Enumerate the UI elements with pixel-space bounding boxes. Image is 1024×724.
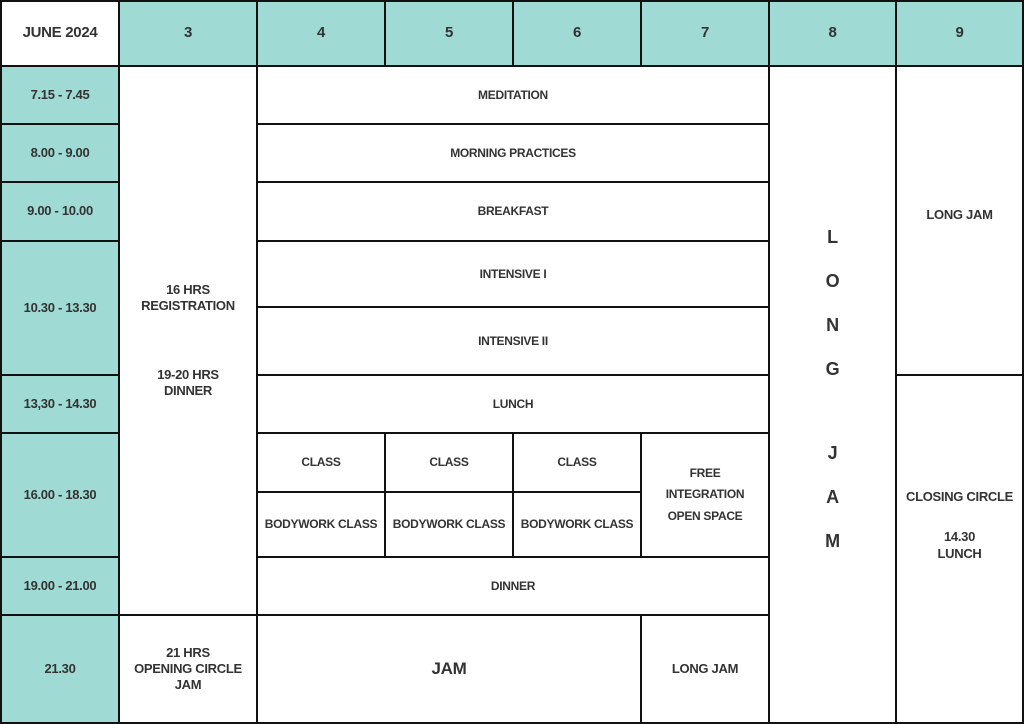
class-day6: CLASS xyxy=(512,432,642,493)
long-jam-day7: LONG JAM xyxy=(640,614,770,724)
long-jam-letter: O xyxy=(825,270,840,291)
class-day4: CLASS xyxy=(256,432,386,493)
day-header-6: 6 xyxy=(512,0,642,67)
long-jam-letter: J xyxy=(827,442,838,463)
time-slot-breakfast: 9.00 - 10.00 xyxy=(0,181,120,242)
dinner-time: 19-20 HRS xyxy=(157,366,219,382)
intensive-2-block: INTENSIVE II xyxy=(256,306,770,376)
bodywork-day5: BODYWORK CLASS xyxy=(384,491,514,558)
day9-long-jam: LONG JAM xyxy=(895,65,1024,376)
time-slot-lunch: 13,30 - 14.30 xyxy=(0,374,120,434)
jam-block: JAM xyxy=(256,614,642,724)
morning-practices-block: MORNING PRACTICES xyxy=(256,123,770,183)
day-header-5: 5 xyxy=(384,0,514,67)
day-header-8: 8 xyxy=(768,0,897,67)
class-day5: CLASS xyxy=(384,432,514,493)
long-jam-letter: G xyxy=(825,358,840,379)
day9-closing-circle xyxy=(895,374,1024,724)
day8-long-jam xyxy=(768,65,897,724)
opening-jam-label: JAM xyxy=(174,677,202,693)
time-slot-dinner: 19.00 - 21.00 xyxy=(0,556,120,616)
time-slot-intensive: 10.30 - 13.30 xyxy=(0,240,120,376)
long-jam-letter: A xyxy=(826,486,839,507)
long-jam-letter: L xyxy=(827,226,838,247)
day-header-7: 7 xyxy=(640,0,770,67)
registration-time: 16 HRS xyxy=(166,282,210,297)
free-integration-open-space: FREE INTEGRATION OPEN SPACE xyxy=(640,432,770,558)
dinner-label: DINNER xyxy=(163,382,213,398)
month-header: JUNE 2024 xyxy=(0,0,120,67)
time-slot-morning: 8.00 - 9.00 xyxy=(0,123,120,183)
time-slot-classes: 16.00 - 18.30 xyxy=(0,432,120,558)
time-slot-jam: 21.30 xyxy=(0,614,120,724)
opening-time: 21 HRS xyxy=(166,644,210,660)
closing-circle-label: CLOSING CIRCLE xyxy=(905,489,1014,504)
dinner-block: DINNER xyxy=(256,556,770,616)
bodywork-day4: BODYWORK CLASS xyxy=(256,491,386,558)
registration-label: REGISTRATION xyxy=(141,298,235,314)
day3-opening-circle xyxy=(118,614,258,724)
intensive-1-block: INTENSIVE I xyxy=(256,240,770,308)
day-header-9: 9 xyxy=(895,0,1024,67)
closing-lunch-label: LUNCH xyxy=(937,545,982,561)
long-jam-letter: M xyxy=(825,530,840,551)
day-header-3: 3 xyxy=(118,0,258,67)
bodywork-day6: BODYWORK CLASS xyxy=(512,491,642,558)
time-slot-meditation: 7.15 - 7.45 xyxy=(0,65,120,125)
breakfast-block: BREAKFAST xyxy=(256,181,770,242)
lunch-block: LUNCH xyxy=(256,374,770,434)
opening-label: OPENING CIRCLE xyxy=(134,660,242,676)
meditation-block: MEDITATION xyxy=(256,65,770,125)
day3-registration-dinner xyxy=(118,65,258,616)
closing-lunch-time: 14.30 xyxy=(943,529,976,545)
day-header-4: 4 xyxy=(256,0,386,67)
long-jam-letter: N xyxy=(826,314,839,335)
